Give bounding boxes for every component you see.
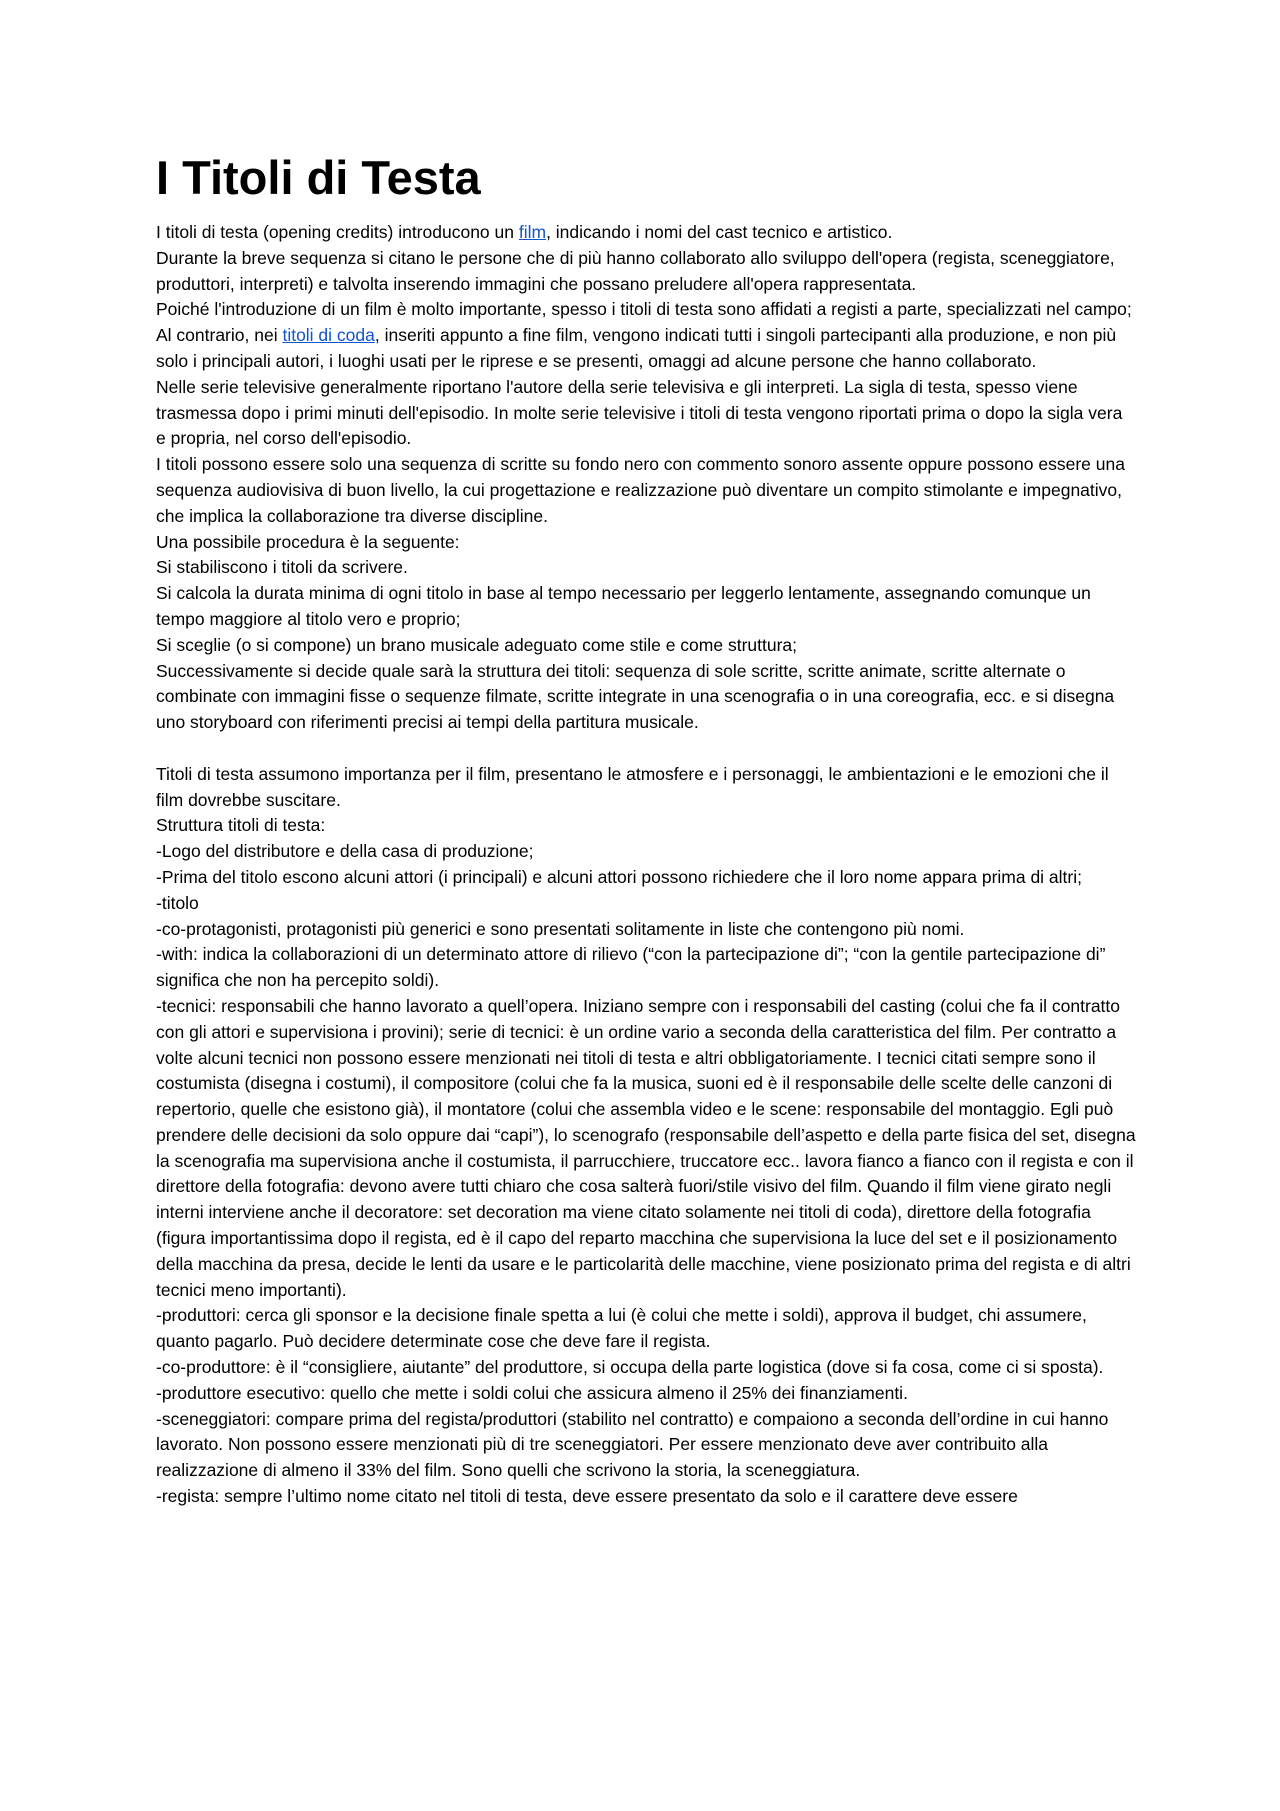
list-item: -co-protagonisti, protagonisti più generici e sono presentati solitamente in liste che contengono più nomi.: [156, 918, 965, 939]
paragraph: Successivamente si decide quale sarà la struttura dei titoli: sequenza di sole scritte, scritte animate, scritte alternate o combinate con immagini fisse o sequenze filmate, scritte integrate in una scenografia o in una coreografia, ecc. e si disegna uno storyboard con riferimenti precisi ai tempi della partitura musicale.: [156, 660, 1115, 733]
paragraph: Poiché l'introduzione di un film è molto importante, spesso i titoli di testa sono affidati a registi a parte, specializzati nel campo;: [156, 299, 1132, 320]
list-item: -tecnici: responsabili che hanno lavorato a quell’opera. Iniziano sempre con i responsabili del casting (colui che fa il contratto con gli attori e supervisiona i provini); serie di tecnici: è un ordine vario a seconda della caratteristica del film. Per contratto a volte alcuni tecnici non possono essere menzionati nei titoli di testa e altri obbligatoriamente. I tecnici citati sempre sono il costumista (disegna i costumi), il compositore (colui che fa la musica, suoni ed è il responsabile delle scelte delle canzoni di repertorio, quelle che esistono già), il montatore (colui che assembla video e le scene: responsabile del montaggio. Egli può prendere delle decisioni da solo oppure dai “capi”), lo scenografo (responsabile dell’aspetto e della parte fisica del set, disegna la scenografia ma supervisiona anche il costumista, il parrucchiere, truccatore ecc.. lavora fianco a fianco con il regista e con il direttore della fotografia: devono avere tutti chiaro che cosa salterà fuori/stile visivo del film. Quando il film viene girato negli interni interviene anche il decoratore: set decoration ma viene citato solamente nei titoli di coda), direttore della fotografia (figura importantissima dopo il regista, ed è il capo del reparto macchina che supervisiona la luce del set e il posizionamento della macchina da presa, decide le lenti da usare e le particolarità delle macchine, viene posizionato prima del regista e di altri tecnici meno importanti).: [156, 995, 1136, 1300]
paragraph: Nelle serie televisive generalmente riportano l'autore della serie televisiva e gli interpreti. La sigla di testa, spesso viene trasmessa dopo i primi minuti dell'episodio. In molte serie televisive i titoli di testa vengono riportati prima o dopo la sigla vera e propria, nel corso dell'episodio.: [156, 376, 1123, 449]
paragraph: I titoli possono essere solo una sequenza di scritte su fondo nero con commento sonoro assente oppure possono essere una sequenza audiovisiva di buon livello, la cui progettazione e realizzazione può diventare un compito stimolante e impegnativo, che implica la collaborazione tra diverse discipline.: [156, 454, 1125, 526]
page-title: I Titoli di Testa: [156, 151, 481, 204]
paragraph: Si stabiliscono i titoli da scrivere.: [156, 557, 408, 578]
paragraph: Una possibile procedura è la seguente:: [156, 531, 460, 552]
list-item: -titolo: [156, 892, 199, 913]
intro-text-after: , indicando i nomi del cast tecnico e artistico.: [546, 222, 893, 242]
text-after-link: , inseriti appunto a fine film, vengono indicati tutti i singoli partecipanti alla produzione, e non più solo i principali autori, i luoghi usati per le riprese e se presenti, omaggi ad alcune persone che hanno collaborato.: [156, 325, 1117, 371]
list-item: -produttori: cerca gli sponsor e la decisione finale spetta a lui (è colui che mette i soldi), approva il budget, chi assumere, quanto pagarlo. Può decidere determinate cose che deve fare il regista.: [156, 1305, 1087, 1352]
paragraph: Titoli di testa assumono importanza per il film, presentano le atmosfere e i personaggi, le ambientazioni e le emozioni che il film dovrebbe suscitare.: [156, 763, 1109, 810]
list-item: -Prima del titolo escono alcuni attori (i principali) e alcuni attori possono richiedere che il loro nome appara prima di altri;: [156, 866, 1082, 887]
titoli-di-coda-link[interactable]: titoli di coda: [282, 325, 375, 346]
film-link[interactable]: film: [518, 222, 547, 242]
intro-text-before: I titoli di testa (opening credits) introducono un: [156, 222, 519, 242]
paragraph: Si sceglie (o si compone) un brano musicale adeguato come stile e come struttura;: [156, 634, 798, 655]
list-item: -sceneggiatori: compare prima del regista/produttori (stabilito nel contratto) e compaiono a seconda dell’ordine in cui hanno lavorato. Non possono essere menzionati più di tre sceneggiatori. Per essere menzionato deve aver contribuito alla realizzazione di almeno il 33% del film. Sono quelli che scrivono la storia, la sceneggiatura.: [156, 1408, 1109, 1481]
paragraph-titoli-coda: [156, 323, 1136, 375]
list-item: -produttore esecutivo: quello che mette i soldi colui che assicura almeno il 25% dei finanziamenti.: [156, 1382, 908, 1403]
paragraph: Struttura titoli di testa:: [156, 815, 326, 836]
list-item: -with: indica la collaborazioni di un determinato attore di rilievo (“con la partecipazione di”; “con la gentile partecipazione di” significa che non ha percepito soldi).: [156, 944, 1106, 991]
list-item: -co-produttore: è il “consigliere, aiutante” del produttore, si occupa della parte logistica (dove si fa cosa, come ci si sposta).: [156, 1357, 1104, 1378]
document-page: [156, 150, 1136, 1510]
paragraph-intro: [156, 220, 1136, 246]
list-item: -Logo del distributore e della casa di produzione;: [156, 841, 534, 862]
text-before-link: Al contrario, nei: [156, 325, 283, 346]
paragraph: Si calcola la durata minima di ogni titolo in base al tempo necessario per leggerlo lentamente, assegnando comunque un tempo maggiore al titolo vero e proprio;: [156, 583, 1091, 629]
list-item: -regista: sempre l’ultimo nome citato nel titoli di testa, deve essere presentato da solo e il carattere deve essere: [156, 1486, 1018, 1507]
blank-line: [156, 736, 1136, 762]
paragraph: Durante la breve sequenza si citano le persone che di più hanno collaborato allo sviluppo dell'opera (regista, sceneggiatore, produttori, interpreti) e talvolta inserendo immagini che possano preludere all'opera rappresentata.: [156, 247, 1115, 294]
